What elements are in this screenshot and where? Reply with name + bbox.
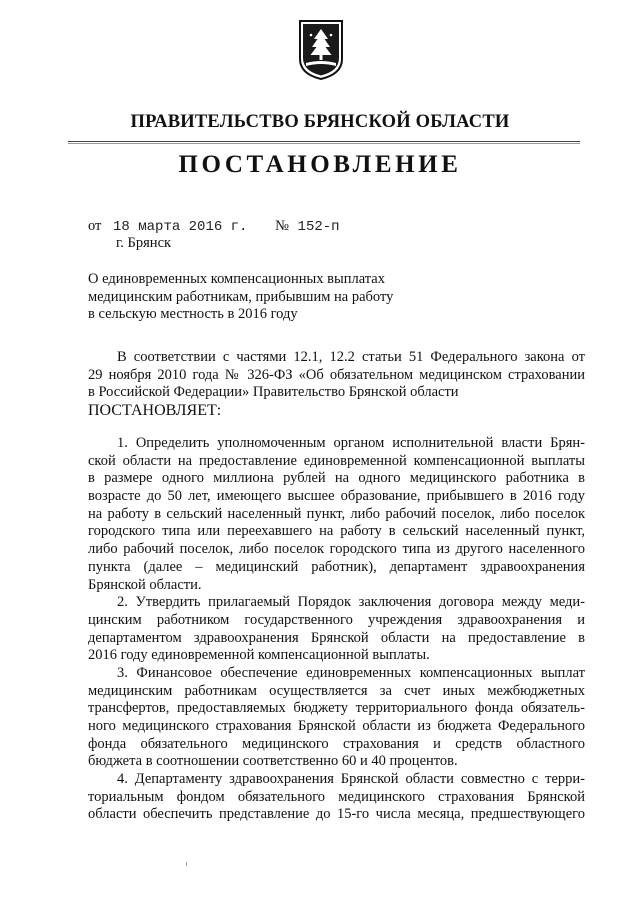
body-line: ской области на предоставление единовременной компенсационной выплаты	[88, 452, 585, 469]
body-line: возрасте до 50 лет, имеющего высшее образование, прибывшего в 2016 году	[88, 488, 585, 505]
subject-line: в сельскую местность в 2016 году	[88, 306, 298, 322]
body-line: либо рабочий поселок, либо поселок городского типа из другого населенного	[88, 541, 585, 558]
body-line: департаментом здравоохранения Брянской области на предоставление в	[88, 629, 585, 646]
body-line: медицинским работникам осуществляется за счет иных межбюджетных	[88, 682, 585, 699]
body-line: Брянской области.	[88, 576, 202, 593]
decree-keyword: ПОСТАНОВЛЯЕТ:	[88, 402, 222, 420]
coat-of-arms-icon	[298, 19, 344, 81]
document-number: 152-п	[297, 219, 340, 235]
organization-title: ПРАВИТЕЛЬСТВО БРЯНСКОЙ ОБЛАСТИ	[130, 112, 510, 132]
body-line: трансфертов, предоставляемых бюджету территориального фонда обязатель-	[88, 700, 585, 717]
body-line: 2016 году единовременной компенсационной выплаты.	[88, 647, 430, 664]
preamble-line: В соответствии с частями 12.1, 12.2 статьи 51 Федерального закона от	[117, 349, 585, 365]
scan-speck	[186, 862, 187, 866]
body-line: 3. Финансовое обеспечение единовременных компенсационных выплат	[117, 664, 585, 681]
body-line: в размере одного миллиона рублей на одного медицинского работника в	[88, 470, 585, 487]
decree-body	[88, 435, 585, 824]
preamble-line: в Российской Федерации» Правительство Брянской области	[88, 384, 459, 401]
body-line: ного медицинского страхования Брянской области из бюджета Федерального	[88, 718, 585, 734]
body-line: городского типа или переехавшего на работу в сельский населенный пункт,	[88, 523, 585, 540]
body-line: бюджета в соотношении соответственно 60 и 40 процентов.	[88, 753, 458, 770]
body-line: 4. Департаменту здравоохранения Брянской области совместно с терри-	[117, 771, 585, 788]
document-city: г. Брянск	[116, 235, 172, 251]
from-label: от	[88, 218, 102, 234]
body-line: 1. Определить уполномоченным органом исполнительной власти Брян-	[117, 435, 585, 451]
body-line: области обеспечить представление до 15-го числа месяца, предшествующего	[88, 806, 585, 823]
document-date: 18 марта 2016 г.	[113, 219, 248, 235]
subject-line: О единовременных компенсационных выплатах	[88, 271, 385, 287]
body-line: 2. Утвердить прилагаемый Порядок заключения договора между меди-	[117, 594, 585, 611]
preamble-paragraph	[88, 349, 585, 420]
subject-line: медицинским работникам, прибывшим на работу	[88, 288, 394, 305]
body-line: ториальным фондом обязательного медицинского страхования Брянской	[88, 788, 585, 805]
body-line: на работу в сельский населенный пункт, либо рабочий поселок, либо поселок	[88, 505, 585, 522]
header-divider	[68, 141, 580, 142]
number-label: №	[275, 218, 289, 234]
document-subject	[88, 271, 418, 324]
body-line: цинским работником государственного учреждения здравоохранения и	[88, 611, 585, 628]
header-divider-thin	[68, 143, 580, 144]
body-line: фонда обязательного медицинского страхования и средств областного	[88, 735, 585, 752]
preamble-line: 29 ноября 2010 года № 326-ФЗ «Об обязательном медицинском страховании	[88, 366, 585, 383]
document-type-heading: ПОСТАНОВЛЕНИЕ	[178, 151, 462, 178]
body-line: пункта (далее – медицинский работник), департамент здравоохранения	[88, 558, 585, 575]
